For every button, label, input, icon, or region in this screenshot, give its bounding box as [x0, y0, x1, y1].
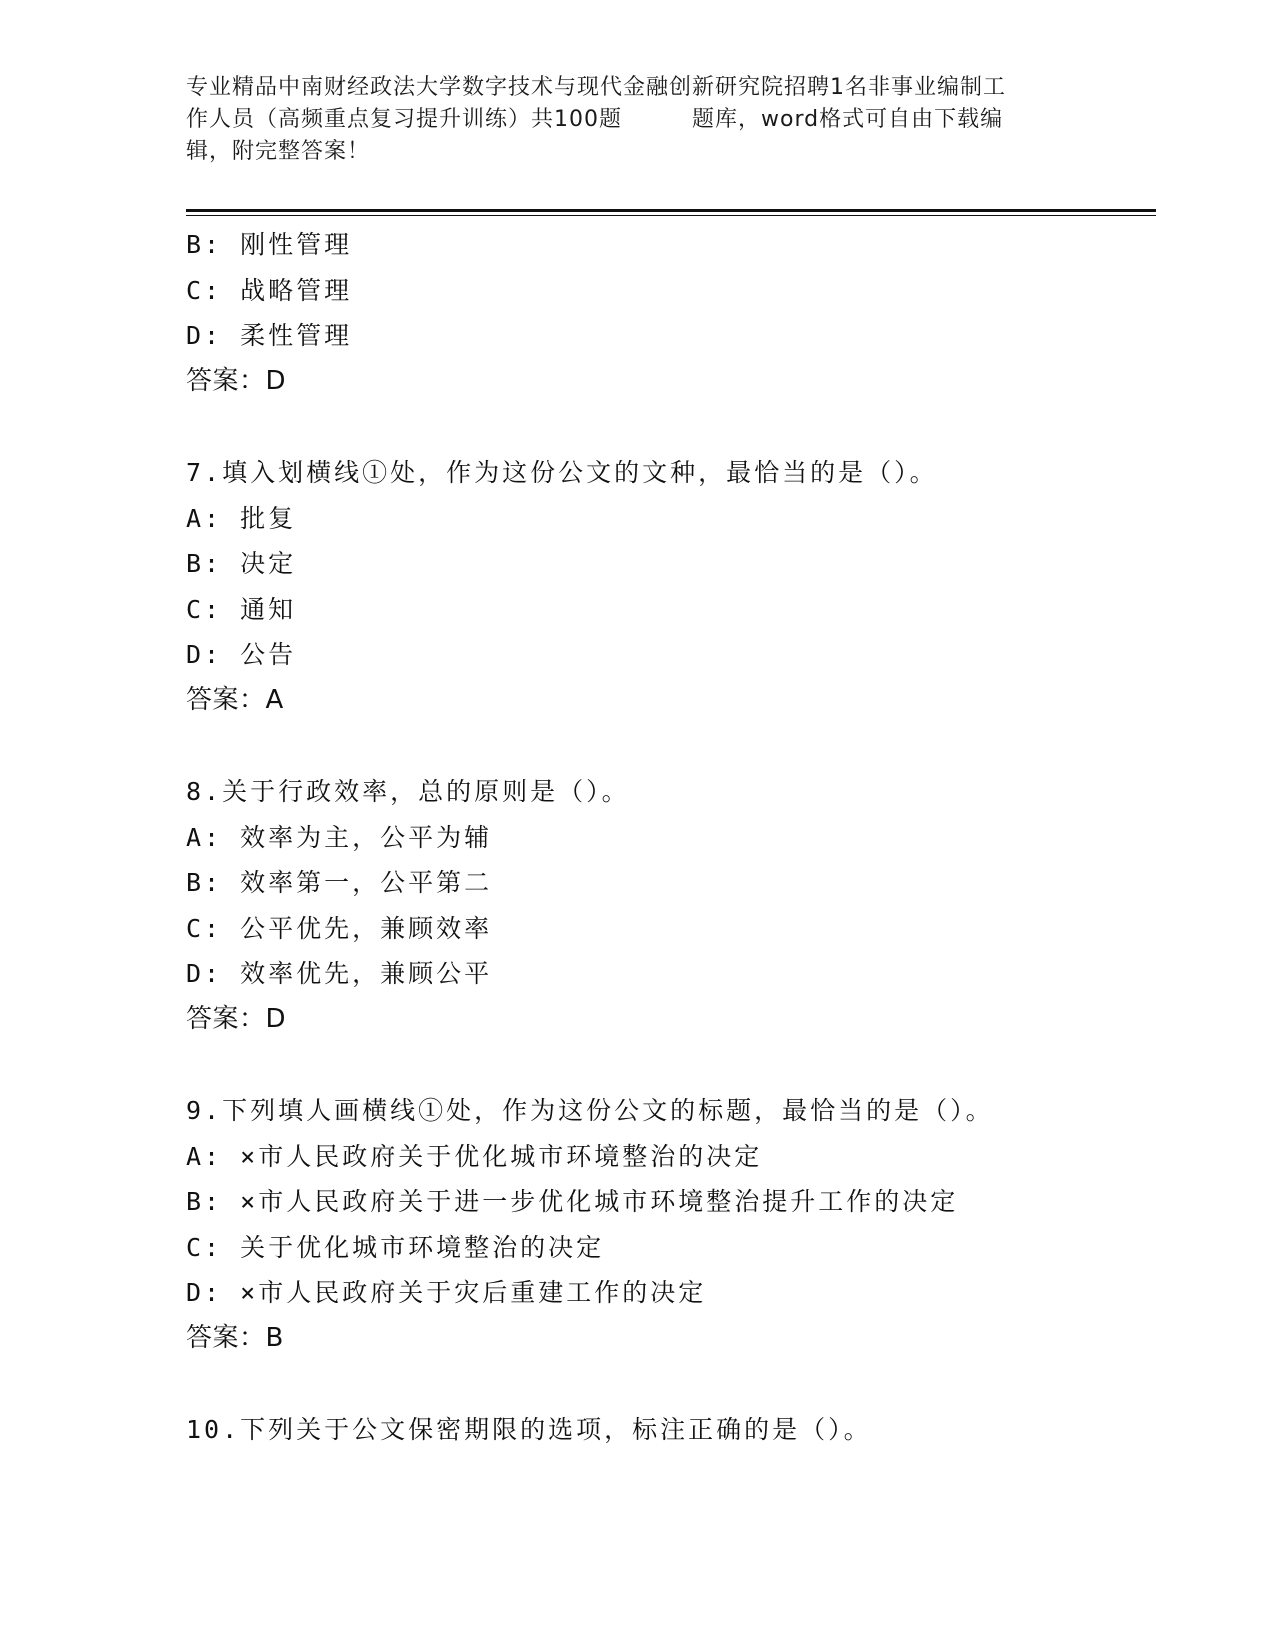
header-divider-thin	[186, 215, 1156, 216]
question-title: 7.填入划横线①处，作为这份公文的文种，最恰当的是（）。	[186, 458, 938, 487]
question-title: 10.下列关于公文保密期限的选项，标注正确的是（）。	[186, 1415, 872, 1444]
option-b: B: ×市人民政府关于进一步优化城市环境整治提升工作的决定	[186, 1187, 959, 1216]
option-a: A: 批复	[186, 503, 297, 533]
header-line-2b: 题库，word格式可自由下载编	[692, 107, 1004, 132]
option-d: D: 柔性管理	[186, 321, 353, 350]
header-line-1: 专业精品中南财经政法大学数字技术与现代金融创新研究院招聘1名非事业编制工	[186, 75, 1006, 100]
answer-line: 答案：A	[186, 684, 284, 715]
option-b: B: 决定	[186, 549, 297, 578]
option-c: C: 通知	[186, 594, 297, 624]
option-d: D: 公告	[186, 640, 297, 669]
option-c: C: 公平优先，兼顾效率	[186, 913, 493, 943]
option-b: B: 刚性管理	[186, 230, 353, 259]
question-8	[186, 769, 1166, 1042]
question-9	[186, 1088, 1166, 1361]
question-title: 9.下列填人画横线①处，作为这份公文的标题，最恰当的是（）。	[186, 1096, 994, 1125]
question-7	[186, 450, 1166, 723]
option-c: C: 战略管理	[186, 275, 353, 305]
option-c: C: 关于优化城市环境整治的决定	[186, 1232, 605, 1262]
question-title: 8.关于行政效率，总的原则是（）。	[186, 777, 630, 806]
question-list	[186, 222, 1166, 1453]
document-header	[186, 72, 1106, 168]
header-line-2	[186, 104, 1106, 136]
header-divider-thick	[186, 209, 1156, 212]
answer-line: 答案：D	[186, 365, 287, 396]
question-6	[186, 222, 1166, 404]
header-line-3: 辑，附完整答案！	[186, 139, 371, 164]
option-b: B: 效率第一，公平第二	[186, 868, 493, 897]
question-10	[186, 1407, 1166, 1453]
answer-line: 答案：B	[186, 1322, 284, 1353]
option-a: A: ×市人民政府关于优化城市环境整治的决定	[186, 1141, 763, 1171]
header-line-2a: 作人员（高频重点复习提升训练）共100题	[186, 107, 622, 132]
option-d: D: ×市人民政府关于灾后重建工作的决定	[186, 1278, 707, 1307]
option-a: A: 效率为主，公平为辅	[186, 822, 493, 852]
answer-line: 答案：D	[186, 1003, 287, 1034]
option-d: D: 效率优先，兼顾公平	[186, 959, 493, 988]
